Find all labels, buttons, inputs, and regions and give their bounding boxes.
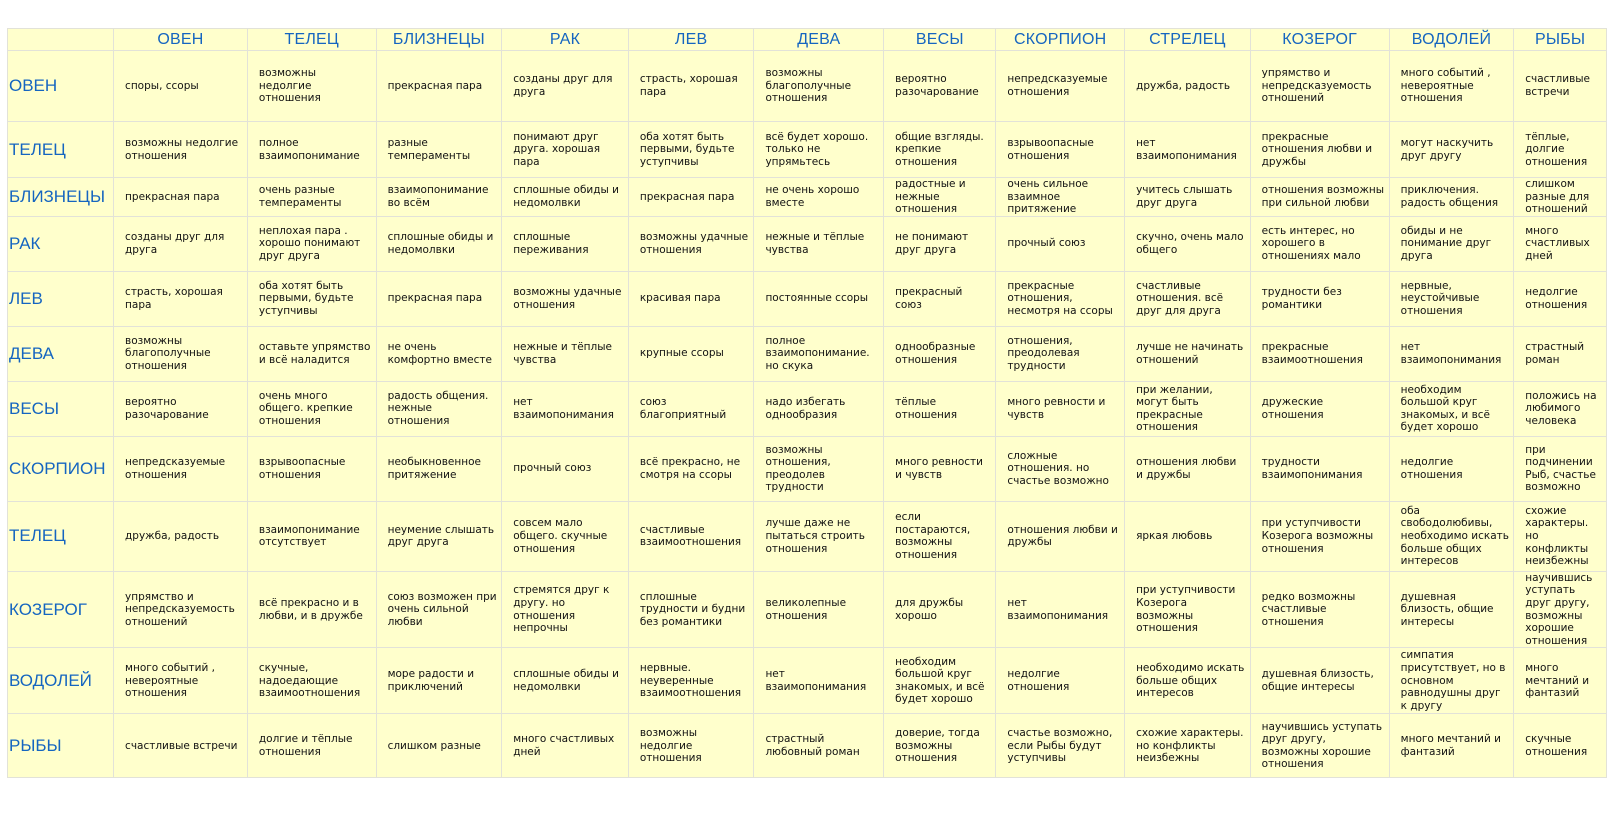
compatibility-cell: при уступчивости Козерога возможны отношения (1250, 501, 1389, 571)
compatibility-cell: возможны недолгие отношения (114, 122, 248, 178)
compatibility-cell: скучные отношения (1514, 714, 1607, 778)
compatibility-cell: созданы друг для друга (114, 216, 248, 271)
compatibility-cell: оба хотят быть первыми, будьте уступчивы (247, 271, 376, 326)
compatibility-cell: обиды и не понимание друг друга (1389, 216, 1514, 271)
compatibility-cell: если постараются, возможны отношения (884, 501, 996, 571)
compatibility-cell: возможны отношения, преодолев трудности (754, 436, 884, 501)
table-row (8, 714, 1607, 778)
table-row (8, 571, 1607, 648)
table-row (8, 178, 1607, 217)
compatibility-cell: счастливые встречи (114, 714, 248, 778)
compatibility-cell: союз возможен при очень сильной любви (376, 571, 502, 648)
compatibility-cell: постоянные ссоры (754, 271, 884, 326)
compatibility-cell: непредсказуемые отношения (996, 51, 1125, 122)
table-header (8, 29, 1607, 51)
compatibility-cell: крупные ссоры (628, 326, 754, 381)
compatibility-cell: нет взаимопонимания (1125, 122, 1251, 178)
compatibility-cell: возможны благополучные отношения (114, 326, 248, 381)
compatibility-table (7, 28, 1607, 778)
compatibility-cell: всё прекрасно, не смотря на ссоры (628, 436, 754, 501)
compatibility-cell: счастливые отношения. всё друг для друга (1125, 271, 1251, 326)
compatibility-cell: тёплые отношения (884, 381, 996, 436)
compatibility-cell: симпатия присутствует, но в основном равнодушны друг к другу (1389, 648, 1514, 714)
compatibility-cell: слишком разные (376, 714, 502, 778)
compatibility-cell: прекрасный союз (884, 271, 996, 326)
compatibility-cell: море радости и приключений (376, 648, 502, 714)
compatibility-cell: при подчинении Рыб, счастье возможно (1514, 436, 1607, 501)
row-header: СКОРПИОН (8, 436, 114, 501)
compatibility-cell: созданы друг для друга (502, 51, 629, 122)
compatibility-cell: отношения любви и дружбы (1125, 436, 1251, 501)
compatibility-cell: научившись уступать друг другу, возможны хорошие отношения (1514, 571, 1607, 648)
compatibility-cell: прочный союз (996, 216, 1125, 271)
compatibility-cell: при желании, могут быть прекрасные отношения (1125, 381, 1251, 436)
compatibility-cell: нет взаимопонимания (502, 381, 629, 436)
column-header: КОЗЕРОГ (1250, 29, 1389, 51)
compatibility-cell: неумение слышать друг друга (376, 501, 502, 571)
column-header: ВОДОЛЕЙ (1389, 29, 1514, 51)
compatibility-cell: скучно, очень мало общего (1125, 216, 1251, 271)
compatibility-cell: сплошные переживания (502, 216, 629, 271)
compatibility-cell: страсть, хорошая пара (628, 51, 754, 122)
compatibility-cell: вероятно разочарование (884, 51, 996, 122)
compatibility-cell: сложные отношения. но счастье возможно (996, 436, 1125, 501)
compatibility-cell: схожие характеры. но конфликты неизбежны (1125, 714, 1251, 778)
compatibility-cell: трудности взаимопонимания (1250, 436, 1389, 501)
compatibility-cell: союз благоприятный (628, 381, 754, 436)
compatibility-cell: много мечтаний и фантазий (1389, 714, 1514, 778)
compatibility-cell: для дружбы хорошо (884, 571, 996, 648)
compatibility-cell: великолепные отношения (754, 571, 884, 648)
compatibility-cell: слишком разные для отношений (1514, 178, 1607, 217)
compatibility-cell: вероятно разочарование (114, 381, 248, 436)
compatibility-cell: много счастливых дней (1514, 216, 1607, 271)
compatibility-cell: приключения. радость общения (1389, 178, 1514, 217)
compatibility-cell: отношения, преодолевая трудности (996, 326, 1125, 381)
row-header: ДЕВА (8, 326, 114, 381)
compatibility-cell: много счастливых дней (502, 714, 629, 778)
compatibility-cell: скучные, надоедающие взаимоотношения (247, 648, 376, 714)
compatibility-cell: разные темпераменты (376, 122, 502, 178)
compatibility-cell: прекрасные взаимоотношения (1250, 326, 1389, 381)
compatibility-cell: много мечтаний и фантазий (1514, 648, 1607, 714)
compatibility-cell: счастливые взаимоотношения (628, 501, 754, 571)
compatibility-cell: научившись уступать друг другу, возможны хорошие отношения (1250, 714, 1389, 778)
compatibility-cell: однообразные отношения (884, 326, 996, 381)
compatibility-cell: не очень хорошо вместе (754, 178, 884, 217)
compatibility-cell: прекрасная пара (114, 178, 248, 217)
row-header: РЫБЫ (8, 714, 114, 778)
compatibility-cell: оставьте упрямство и всё наладится (247, 326, 376, 381)
compatibility-cell: очень много общего. крепкие отношения (247, 381, 376, 436)
compatibility-cell: возможны благополучные отношения (754, 51, 884, 122)
row-header: РАК (8, 216, 114, 271)
compatibility-cell: очень сильное взаимное притяжение (996, 178, 1125, 217)
header-row (8, 29, 1607, 51)
compatibility-cell: недолгие отношения (996, 648, 1125, 714)
compatibility-cell: взрывоопасные отношения (996, 122, 1125, 178)
compatibility-cell: взаимопонимание отсутствует (247, 501, 376, 571)
row-header: ВОДОЛЕЙ (8, 648, 114, 714)
compatibility-cell: много событий , невероятные отношения (1389, 51, 1514, 122)
compatibility-cell: сплошные обиды и недомолвки (502, 178, 629, 217)
compatibility-cell: полное взаимопонимание. но скука (754, 326, 884, 381)
table-row (8, 51, 1607, 122)
row-header: ЛЕВ (8, 271, 114, 326)
row-header: ТЕЛЕЦ (8, 501, 114, 571)
compatibility-cell: есть интерес, но хорошего в отношениях мало (1250, 216, 1389, 271)
compatibility-cell: необходимо искать больше общих интересов (1125, 648, 1251, 714)
compatibility-cell: упрямство и непредсказуемость отношений (114, 571, 248, 648)
compatibility-cell: положись на любимого человека (1514, 381, 1607, 436)
compatibility-cell: сплошные обиды и недомолвки (502, 648, 629, 714)
row-header: БЛИЗНЕЦЫ (8, 178, 114, 217)
column-header: СТРЕЛЕЦ (1125, 29, 1251, 51)
row-header: ОВЕН (8, 51, 114, 122)
compatibility-cell: много событий , невероятные отношения (114, 648, 248, 714)
compatibility-cell: тёплые, долгие отношения (1514, 122, 1607, 178)
compatibility-cell: душевная близость, общие интересы (1389, 571, 1514, 648)
table-row (8, 326, 1607, 381)
compatibility-cell: редко возможны счастливые отношения (1250, 571, 1389, 648)
compatibility-cell: прекрасная пара (628, 178, 754, 217)
table-row (8, 436, 1607, 501)
table-row (8, 381, 1607, 436)
table-row (8, 648, 1607, 714)
compatibility-cell: нежные и тёплые чувства (754, 216, 884, 271)
table-row (8, 122, 1607, 178)
column-header: ТЕЛЕЦ (247, 29, 376, 51)
compatibility-cell: не понимают друг друга (884, 216, 996, 271)
compatibility-cell: прекрасные отношения, несмотря на ссоры (996, 271, 1125, 326)
compatibility-cell: неплохая пара . хорошо понимают друг друга (247, 216, 376, 271)
compatibility-cell: упрямство и непредсказуемость отношений (1250, 51, 1389, 122)
row-header: ВЕСЫ (8, 381, 114, 436)
compatibility-cell: много ревности и чувств (996, 381, 1125, 436)
compatibility-cell: много ревности и чувств (884, 436, 996, 501)
row-header: КОЗЕРОГ (8, 571, 114, 648)
compatibility-cell: прекрасная пара (376, 51, 502, 122)
compatibility-cell: нет взаимопонимания (996, 571, 1125, 648)
compatibility-cell: прекрасные отношения любви и дружбы (1250, 122, 1389, 178)
compatibility-cell: страстный любовный роман (754, 714, 884, 778)
compatibility-cell: отношения возможны при сильной любви (1250, 178, 1389, 217)
compatibility-cell: красивая пара (628, 271, 754, 326)
compatibility-cell: радостные и нежные отношения (884, 178, 996, 217)
compatibility-cell: споры, ссоры (114, 51, 248, 122)
compatibility-cell: трудности без романтики (1250, 271, 1389, 326)
compatibility-cell: не очень комфортно вместе (376, 326, 502, 381)
table-row (8, 216, 1607, 271)
compatibility-cell: яркая любовь (1125, 501, 1251, 571)
compatibility-cell: непредсказуемые отношения (114, 436, 248, 501)
compatibility-cell: лучше не начинать отношений (1125, 326, 1251, 381)
compatibility-cell: при уступчивости Козерога возможны отношения (1125, 571, 1251, 648)
compatibility-cell: возможны удачные отношения (628, 216, 754, 271)
compatibility-cell: душевная близость, общие интересы (1250, 648, 1389, 714)
compatibility-cell: возможны недолгие отношения (247, 51, 376, 122)
table-row (8, 271, 1607, 326)
compatibility-cell: сплошные обиды и недомолвки (376, 216, 502, 271)
compatibility-cell: счастье возможно, если Рыбы будут уступчивы (996, 714, 1125, 778)
compatibility-cell: дружба, радость (114, 501, 248, 571)
compatibility-cell: нервные, неустойчивые отношения (1389, 271, 1514, 326)
compatibility-cell: всё прекрасно и в любви, и в дружбе (247, 571, 376, 648)
compatibility-cell: стремятся друг к другу. но отношения непрочны (502, 571, 629, 648)
column-header: РЫБЫ (1514, 29, 1607, 51)
compatibility-cell: страстный роман (1514, 326, 1607, 381)
compatibility-cell: недолгие отношения (1389, 436, 1514, 501)
compatibility-cell: прекрасная пара (376, 271, 502, 326)
compatibility-cell: взрывоопасные отношения (247, 436, 376, 501)
compatibility-cell: оба свободолюбивы, необходимо искать больше общих интересов (1389, 501, 1514, 571)
compatibility-cell: совсем мало общего. скучные отношения (502, 501, 629, 571)
compatibility-cell: нежные и тёплые чувства (502, 326, 629, 381)
corner-cell (8, 29, 114, 51)
compatibility-cell: счастливые встречи (1514, 51, 1607, 122)
compatibility-cell: необходим большой круг знакомых, и всё будет хорошо (1389, 381, 1514, 436)
compatibility-cell: могут наскучить друг другу (1389, 122, 1514, 178)
table-row (8, 501, 1607, 571)
compatibility-cell: полное взаимопонимание (247, 122, 376, 178)
compatibility-cell: нет взаимопонимания (754, 648, 884, 714)
column-header: ЛЕВ (628, 29, 754, 51)
compatibility-cell: необходим большой круг знакомых, и всё будет хорошо (884, 648, 996, 714)
column-header: ВЕСЫ (884, 29, 996, 51)
compatibility-cell: понимают друг друга. хорошая пара (502, 122, 629, 178)
table-body (8, 51, 1607, 778)
compatibility-cell: прочный союз (502, 436, 629, 501)
column-header: РАК (502, 29, 629, 51)
compatibility-cell: учитесь слышать друг друга (1125, 178, 1251, 217)
compatibility-cell: доверие, тогда возможны отношения (884, 714, 996, 778)
compatibility-cell: всё будет хорошо. только не упрямьтесь (754, 122, 884, 178)
compatibility-cell: радость общения. нежные отношения (376, 381, 502, 436)
compatibility-cell: необыкновенное притяжение (376, 436, 502, 501)
column-header: СКОРПИОН (996, 29, 1125, 51)
compatibility-cell: долгие и тёплые отношения (247, 714, 376, 778)
compatibility-cell: недолгие отношения (1514, 271, 1607, 326)
compatibility-cell: нет взаимопонимания (1389, 326, 1514, 381)
column-header: БЛИЗНЕЦЫ (376, 29, 502, 51)
compatibility-cell: дружеские отношения (1250, 381, 1389, 436)
compatibility-cell: схожие характеры. но конфликты неизбежны (1514, 501, 1607, 571)
compatibility-cell: отношения любви и дружбы (996, 501, 1125, 571)
column-header: ДЕВА (754, 29, 884, 51)
compatibility-cell: общие взгляды. крепкие отношения (884, 122, 996, 178)
compatibility-cell: возможны удачные отношения (502, 271, 629, 326)
compatibility-cell: надо избегать однообразия (754, 381, 884, 436)
compatibility-cell: страсть, хорошая пара (114, 271, 248, 326)
compatibility-cell: оба хотят быть первыми, будьте уступчивы (628, 122, 754, 178)
compatibility-cell: нервные. неуверенные взаимоотношения (628, 648, 754, 714)
column-header: ОВЕН (114, 29, 248, 51)
compatibility-cell: очень разные темпераменты (247, 178, 376, 217)
compatibility-cell: лучше даже не пытаться строить отношения (754, 501, 884, 571)
compatibility-cell: взаимопонимание во всём (376, 178, 502, 217)
compatibility-cell: возможны недолгие отношения (628, 714, 754, 778)
compatibility-cell: сплошные трудности и будни без романтики (628, 571, 754, 648)
row-header: ТЕЛЕЦ (8, 122, 114, 178)
compatibility-cell: дружба, радость (1125, 51, 1251, 122)
